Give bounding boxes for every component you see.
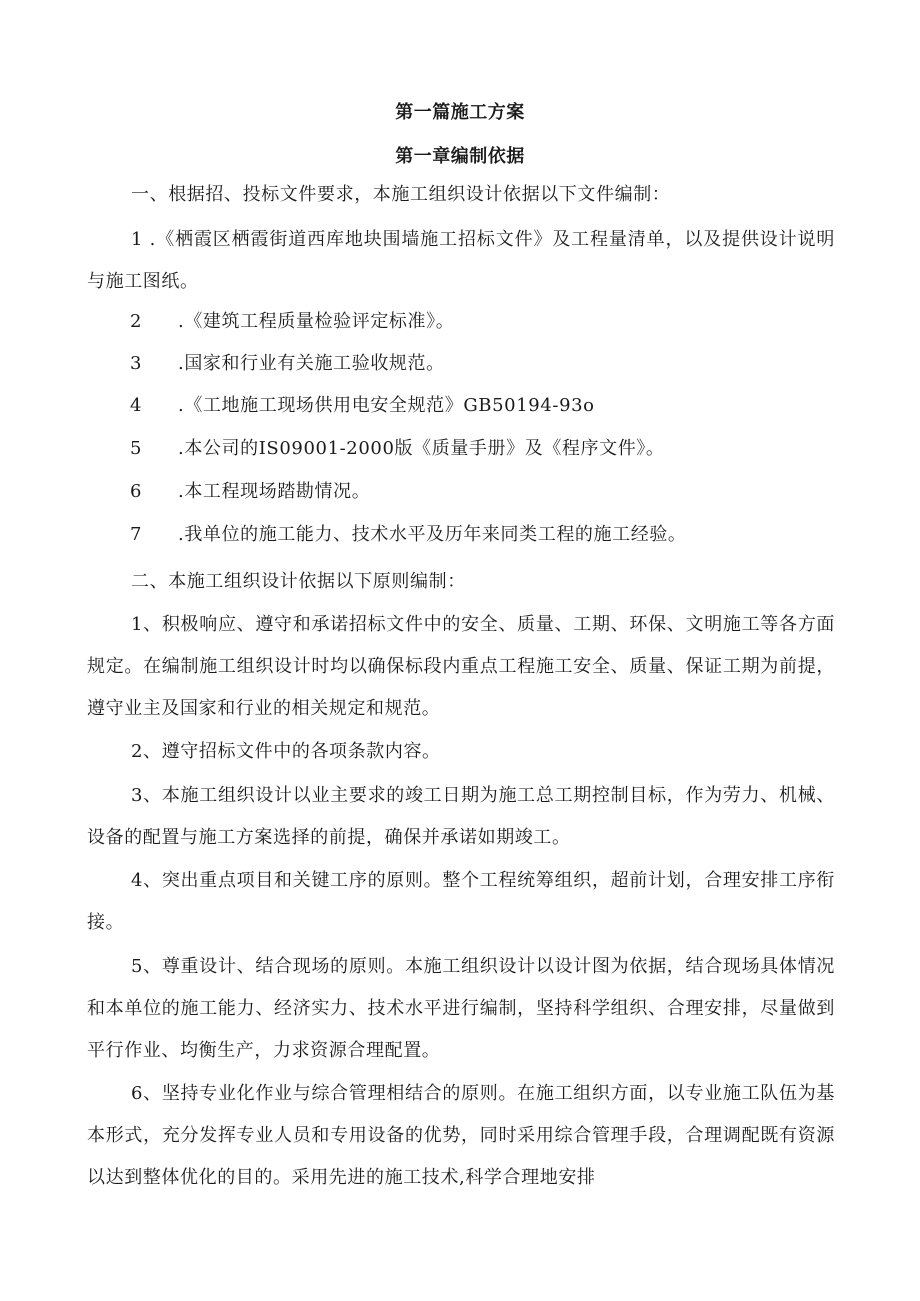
section1-heading: 一、根据招、投标文件要求，本施工组织设计依据以下文件编制： [131, 184, 671, 205]
basis-item-2 [130, 307, 454, 337]
item-number: 3 [130, 353, 143, 374]
item-text: .本公司的IS09001-2000版《质量手册》及《程序文件》。 [178, 438, 665, 459]
principle-3: 3、本施工组织设计以业主要求的竣工日期为施工总工期控制目标，作为劳力、机械、设备的配置与施工方案选择的前提，确保并承诺如期竣工。 [87, 785, 835, 848]
item-number: 6 [130, 481, 143, 502]
basis-item-1: 1 .《栖霞区栖霞街道西库地块围墙施工招标文件》及工程量清单，以及提供设计说明与施工图纸。 [87, 229, 835, 292]
item-text: .国家和行业有关施工验收规范。 [178, 353, 445, 374]
item-number: 7 [130, 524, 143, 545]
basis-item-4 [130, 391, 595, 421]
basis-item-7 [130, 520, 687, 550]
section2-heading: 二、本施工组织设计依据以下原则编制： [131, 571, 466, 592]
item-number: 2 [130, 311, 143, 332]
item-text: .本工程现场踏勘情况。 [178, 481, 371, 502]
principle-4: 4、突出重点项目和关键工序的原则。整个工程统筹组织，超前计划，合理安排工序衔接。 [87, 870, 835, 933]
item-text: .我单位的施工能力、技术水平及历年来同类工程的施工经验。 [178, 524, 687, 545]
part-title: 第一篇施工方案 [395, 102, 525, 123]
basis-item-5 [130, 434, 665, 464]
principle-5: 5、尊重设计、结合现场的原则。本施工组织设计以设计图为依据，结合现场具体情况和本单位的施工能力、经济实力、技术水平进行编制，坚持科学组织、合理安排，尽量做到平行作业、均衡生产，力求资源合理配置。 [87, 956, 835, 1061]
principle-6: 6、坚持专业化作业与综合管理相结合的原则。在施工组织方面，以专业施工队伍为基本形式，充分发挥专业人员和专用设备的优势，同时采用综合管理手段，合理调配既有资源以达到整体优化的目的。采用先进的施工技术,科学合理地安排 [87, 1083, 835, 1188]
basis-item-3 [130, 349, 445, 379]
item-number: 4 [130, 395, 143, 416]
basis-item-6 [130, 477, 370, 507]
principle-1: 1、积极响应、遵守和承诺招标文件中的安全、质量、工期、环保、文明施工等各方面规定。在编制施工组织设计时均以确保标段内重点工程施工安全、质量、保证工期为前提，遵守业主及国家和行业的相关规定和规范。 [87, 614, 835, 719]
item-number: 5 [130, 438, 143, 459]
principle-2: 2、遵守招标文件中的各项条款内容。 [131, 741, 441, 762]
chapter-title: 第一章编制依据 [395, 146, 525, 167]
item-text: .《工地施工现场供用电安全规范》GB50194-93o [178, 395, 595, 416]
item-text: .《建筑工程质量检验评定标准》。 [178, 311, 455, 332]
